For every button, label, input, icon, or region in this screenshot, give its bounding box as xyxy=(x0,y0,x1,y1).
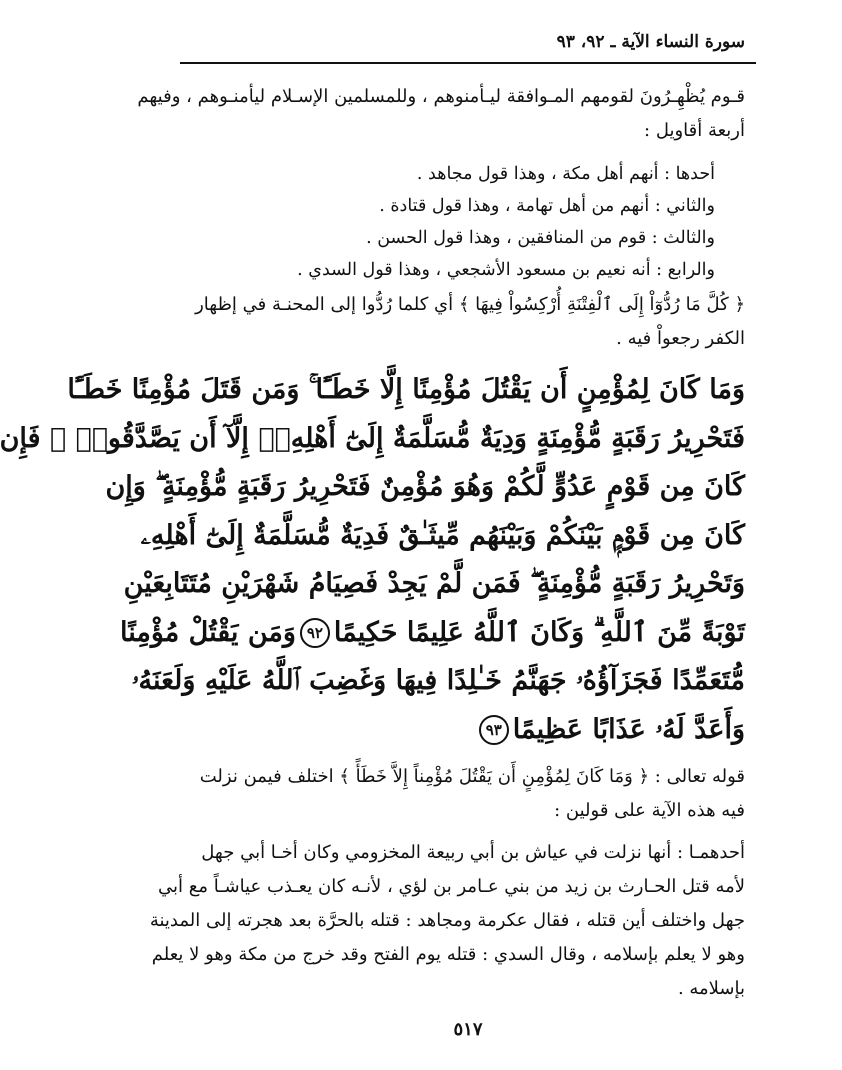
quran-line: كَانَ مِن قَوْمٍۭ بَيْنَكُمْ وَبَيْنَهُم مِّيثَـٰقٌ فَدِيَةٌ مُّسَلَّمَةٌ إِلَىٰٓ أَهْلِهِۦ xyxy=(140,519,745,551)
quran-line: وَمَا كَانَ لِمُؤْمِنٍ أَن يَقْتُلَ مُؤْمِنًا إِلَّا خَطَـًٔا ۚ وَمَن قَتَلَ مُؤْمِنًا خَطَـًٔا xyxy=(67,374,745,405)
text-line: وهو لا يعلم بإسلامه ، وقال السدي : قتله يوم الفتح وقد خرج من مكة وهو لا يعلم xyxy=(151,944,745,965)
quran-line: فَتَحْرِيرُ رَقَبَةٍ مُّؤْمِنَةٍ وَدِيَةٌ مُّسَلَّمَةٌ إِلَىٰٓ أَهْلِهِۦٓ إِلَّآ أَن يَصَّدَّقُوا۟ ۚ فَإِن xyxy=(0,422,745,454)
quran-line-text: وَمَن يَقْتُلْ مُؤْمِنًا xyxy=(120,616,296,648)
intro-paragraph xyxy=(137,80,745,148)
opinion-item: والرابع : أنه نعيم بن مسعود الأشجعي ، وهذا قول السدي . xyxy=(297,260,715,280)
quran-line-text: وَأَعَدَّ لَهُۥ عَذَابًا عَظِيمًا xyxy=(512,713,745,745)
text-line: أحدهمـا : أنها نزلت في عياش بن أبي ربيعة المخزومي وكان أخـا أبي جهل xyxy=(201,842,745,863)
quran-line-with-ayah-93 xyxy=(182,706,745,755)
ayah-number-92: ٩٢ xyxy=(300,618,330,648)
commentary-section xyxy=(149,836,745,1006)
opinions-list xyxy=(182,158,745,286)
commentary-paragraph xyxy=(149,836,745,1006)
verse-comment-paragraph xyxy=(182,288,745,356)
page-body xyxy=(0,80,745,1006)
text-line: الكفر رجعواْ فيه . xyxy=(616,328,745,349)
quran-line: مُّتَعَمِّدًا فَجَزَآؤُهُۥ جَهَنَّمُ خَـٰلِدًا فِيهَا وَغَضِبَ ٱللَّهُ عَلَيْهِ وَلَعَنَهُۥ xyxy=(131,665,745,696)
opinion-item: أحدها : أنهم أهل مكة ، وهذا قول مجاهد . xyxy=(416,164,715,184)
quran-line-text: تَوْبَةً مِّنَ ٱللَّهِ ۗ وَكَانَ ٱللَّهُ عَلِيمًا حَكِيمًا xyxy=(333,616,745,648)
page-number: ٥١٧ xyxy=(453,1019,483,1040)
text-line: قـوم يُظْهِـرُونَ لقومهم المـوافقة ليـأمنوهم ، وللمسلمين الإسـلام ليأمنـوهم ، وفيهم xyxy=(137,86,745,107)
opinion-item: والثالث : قوم من المنافقين ، وهذا قول الحسن . xyxy=(366,228,715,248)
quran-line-with-ayah-92 xyxy=(120,609,745,658)
opinion-item: والثاني : أنهم من أهل تهامة ، وهذا قول قتادة . xyxy=(379,196,715,216)
text-line: بإسلامه . xyxy=(677,978,745,999)
text-line: فيه هذه الآية على قولين : xyxy=(554,800,745,821)
text-line: ﴿ كُلَّ مَا رُدُّوٓاْ إِلَى ٱلْفِتْنَةِ أُرْكِسُواْ فِيهَا ﴾ أي كلما رُدُّوا إلى المحنـة في إظهار xyxy=(195,294,745,315)
running-title: سورة النساء الآية ـ ٩٢، ٩٣ xyxy=(556,32,745,52)
text-line: لأمه قتل الحـارث بن زيد من بني عـامر بن لؤي ، لأنـه كان يعـذب عياشـاً مع أبي xyxy=(158,876,745,897)
quran-line: وَتَحْرِيرُ رَقَبَةٍ مُّؤْمِنَةٍ ۖ فَمَن لَّمْ يَجِدْ فَصِيَامُ شَهْرَيْنِ مُتَتَابِعَيْنِ xyxy=(123,568,745,599)
quran-verse-block xyxy=(0,366,745,754)
header-rule xyxy=(180,62,756,64)
ayah-number-93: ٩٣ xyxy=(479,715,509,745)
occasion-paragraph xyxy=(182,760,745,828)
quran-line: كَانَ مِن قَوْمٍ عَدُوٍّ لَّكُمْ وَهُوَ مُؤْمِنٌ فَتَحْرِيرُ رَقَبَةٍ مُّؤْمِنَةٍ ۖ وَإِن xyxy=(105,471,745,502)
text-line: أربعة أقاويل : xyxy=(644,120,745,141)
text-line: قوله تعالى : ﴿ وَمَا كَانَ لِمُؤْمِنٍ أَن يَقْتُلَ مُؤْمِناً إِلاَّ خَطَأً ﴾ اختلف فيمن نزلت xyxy=(199,766,745,787)
text-line: جهل واختلف أين قتله ، فقال عكرمة ومجاهد : قتله بالحرَّة بعد هجرته إلى المدينة xyxy=(149,910,745,931)
